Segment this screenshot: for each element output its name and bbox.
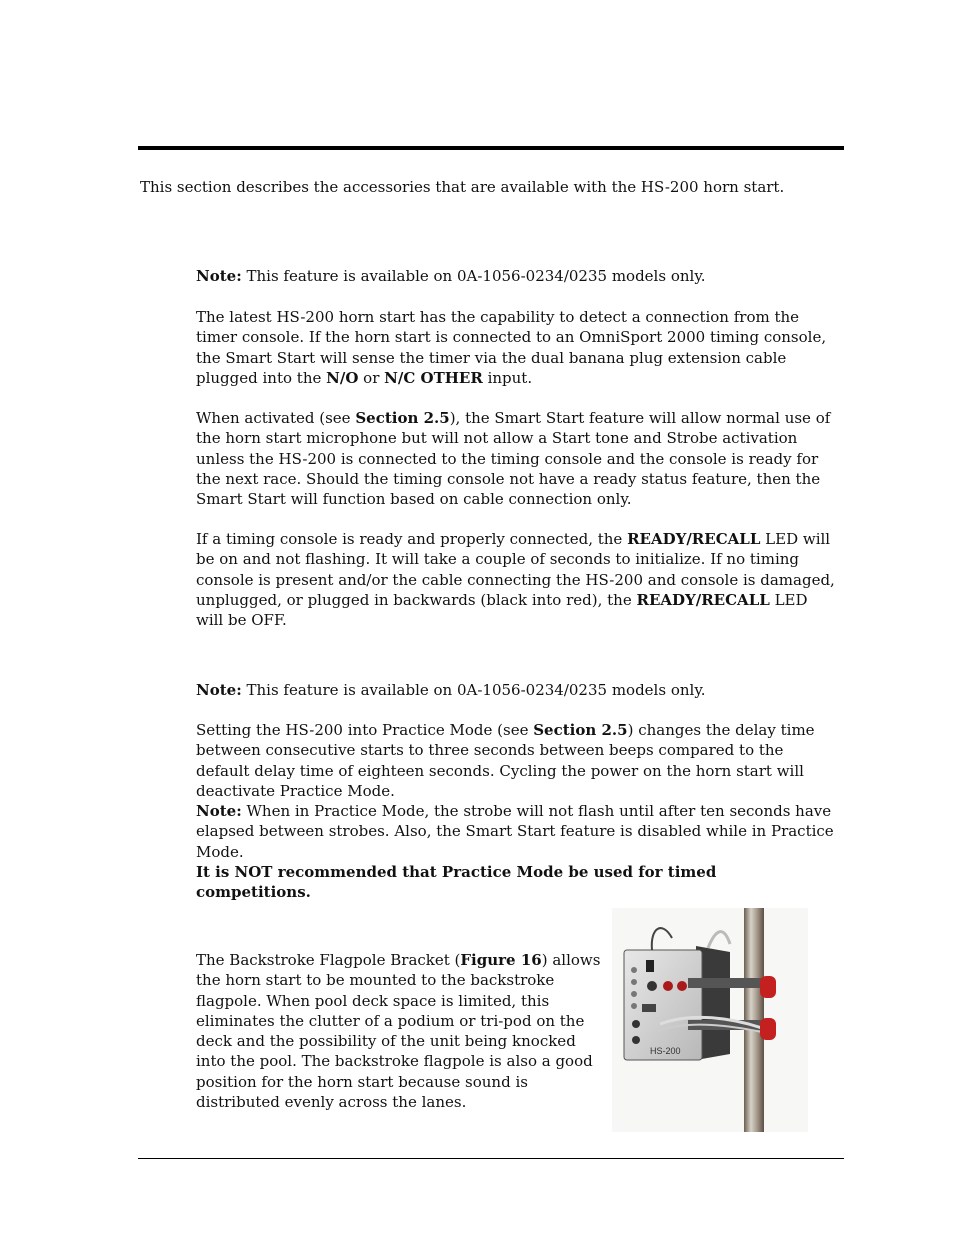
section-reference: Section 2.5 bbox=[533, 721, 628, 739]
section-intro: This section describes the accessories that are available with the HS-200 horn start. bbox=[140, 178, 785, 196]
text-run: ), the Smart Start feature will allow normal use of the horn start microphone but will not allow a Start tone and Strobe activation unless the HS-200 is connected to the timing console and the console is ready for the next race. Should the timing console not have a ready status feature, then the Smart Start will function based on cable connection only. bbox=[196, 409, 831, 509]
smart-start-note bbox=[196, 266, 836, 286]
note-text: When in Practice Mode, the strobe will not flash until after ten seconds have elapsed between strobes. Also, the Smart Start feature is disabled while in Practice Mode. bbox=[196, 802, 834, 861]
practice-paragraph-1 bbox=[196, 720, 836, 801]
input-label-no: N/O bbox=[326, 368, 359, 387]
device-label: HS-200 bbox=[650, 1046, 681, 1056]
note-label: Note: bbox=[196, 802, 242, 820]
header-rule bbox=[138, 146, 844, 150]
smart-start-paragraph-2 bbox=[196, 408, 836, 509]
smart-start-paragraph-1 bbox=[196, 307, 836, 388]
practice-warning bbox=[196, 862, 836, 903]
text-run: or bbox=[358, 368, 385, 387]
smart-start-paragraph-3 bbox=[196, 529, 836, 630]
led-label: READY/RECALL bbox=[627, 530, 761, 548]
note-label: Note: bbox=[196, 267, 242, 285]
note-text: This feature is available on 0A-1056-0234/0235 models only. bbox=[241, 681, 706, 699]
note-label: Note: bbox=[196, 681, 242, 699]
input-label-nc-other: N/C OTHER bbox=[384, 368, 483, 387]
text-run: If a timing console is ready and properly connected, the bbox=[196, 530, 628, 548]
flagpole-bracket-illustration bbox=[612, 908, 808, 1132]
warning-text: It is NOT recommended that Practice Mode be used for timed competitions. bbox=[196, 863, 717, 902]
figure-reference: Figure 16 bbox=[460, 951, 542, 969]
footer-rule bbox=[138, 1158, 844, 1159]
text-run: The latest HS-200 horn start has the capability to detect a connection from the timer console. If the horn start is connected to an OmniSport 2000 timing console, the Smart Start will sense the timer via the dual banana plug extension cable plugged into the bbox=[196, 308, 827, 387]
bracket-paragraph bbox=[196, 950, 606, 1112]
text-run: Setting the HS-200 into Practice Mode (see bbox=[196, 721, 534, 739]
section-reference: Section 2.5 bbox=[355, 409, 450, 427]
note-text: This feature is available on 0A-1056-0234/0235 models only. bbox=[241, 267, 706, 285]
text-run: The Backstroke Flagpole Bracket ( bbox=[196, 951, 461, 969]
text-run: input. bbox=[482, 368, 533, 387]
practice-note-2 bbox=[196, 801, 836, 862]
led-label: READY/RECALL bbox=[636, 590, 770, 609]
text-run: LED will be on and not flashing. It will take a couple of seconds to initialize. If no timing console is present and/or the cable connecting the HS-200 and console is damaged, unplugged, or plugged in backwards (black into red), the bbox=[196, 530, 835, 609]
text-run: LED will be OFF. bbox=[196, 590, 808, 630]
text-run: ) changes the delay time between consecutive starts to three seconds between beeps compared to the default delay time of eighteen seconds. Cycling the power on the horn start will deactivate Practice Mode. bbox=[196, 721, 815, 800]
text-run: When activated (see bbox=[196, 409, 356, 427]
text-run: ) allows the horn start to be mounted to the backstroke flagpole. When pool deck space is limited, this eliminates the clutter of a podium or tri-pod on the deck and the possibility of the unit being knocked into the pool. The backstroke flagpole is also a good position for the horn start because sound is distributed evenly across the lanes. bbox=[196, 951, 601, 1112]
flagpole-bracket-figure bbox=[612, 908, 808, 1132]
practice-note bbox=[196, 680, 836, 700]
